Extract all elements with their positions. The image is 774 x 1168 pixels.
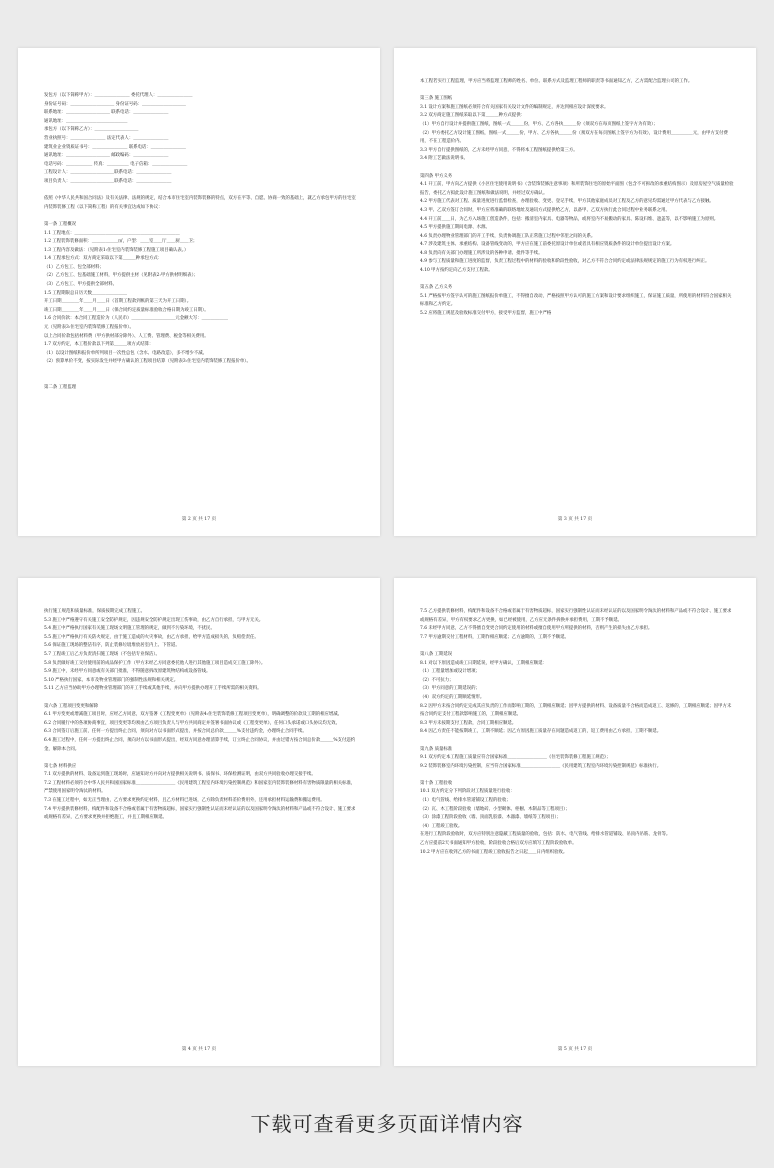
page-4-footer: 第 4 页 共 17 页 — [181, 1047, 217, 1052]
page-3-text: 本工程若实行工程监理，甲方应当将监理工程师的姓名、单位、联系方式及监理工程师的职责等书面通知乙方，乙方需配合监理公司的工作。 第三条 施工图纸 3.1 设计方案和施工图纸必须符合有关国家有关设计文件的编制规定，并达到相应设计深度要求。 3.2 双方商定施工图纸采取以下第＿＿＿种方式提供： （1）甲方自行设计并提供施工图纸，图纸一式＿＿＿份，甲方、乙方各执＿＿＿份（须双方在每页图纸上签字方为有效）； （2）甲方委托乙方设计施工图纸，图纸一式＿＿＿份，甲方、乙方各执＿＿＿份（须双方在每页图纸上签字方为有效），设计费用＿＿＿＿＿元，由甲方支付费用，不在工程造价内。 3.3 甲方自行提供图纸的，乙方未经甲方同意，不得将本工程图纸提供给第三方。 3.4 附工艺做法说明书。 第四条 甲方义务 4.1 开工前，甲方向乙方提供《小区住宅使用说明书》（含装饰装修注意事项）和所装饰住宅的原始平面图（包含不可拆改的承重结构图示）及原房屋空气质量检验报告，委托乙方拟此设计施工图纸和做法说明，并经过双方确认。 4.2 甲方施工代表对工程、质量进度进行监督检查，办理验收、变更、登记手续，甲方其他家庭成员对工程及乙方的意见均需通过甲方代表与乙方接触。 4.3 甲、乙双方签订合同时，甲方应将准确的联络地址及通讯方式提供给乙方，以备甲、乙双方执行此合同过程中业务联系之用。 4.4 开工前＿＿日，为乙方入场施工创造条件，包括：搬清室内家具、电器等物品，或将室内不易搬动的家具、陈设归堆、遮盖等，以不影响施工为原则。 4.5 甲方提供施工期间电源、水源。 4.6 负责办理物业管理部门的开工手续，负责协调施工队正常施工过程中邻里之间的关系。 4.7 涉及建筑主体、承重结构、设备管线变动的，甲方应在施工前委托原设计单位或者具有相应资质条件的设计单位提出设计方案。 4.8 负责向有关部门办理施工所涉及的各种申请、批件等手续。 4.9 参与工程质量和施工进度的监督，负责工程过程中的材料的验收和阶段性验收，对乙方不符合合同约定或法律法规规定的施工行为有权进行纠正。 4.10 甲方按约定向乙方支付工程款。 第五条 乙方义务 5.1 严格按甲方签字认可的施工图纸报价单施工，不得擅自改动，严格按照甲方认可的施工方案和设计要求组织施工，保证施工质量，所使用的材料符合国家相关标准和乙方约定。 5.2 应将施工规范及验收标准交付甲方，接受甲方监督，施工中严格 — [420, 79, 734, 317]
document-page-2 — [18, 48, 380, 536]
page-5-footer: 第 5 页 共 17 页 — [557, 1047, 593, 1052]
page-2-footer: 第 2 页 共 17 页 — [181, 517, 217, 522]
download-more-caption[interactable]: 下载可查看更多页面详情内容 — [250, 1112, 524, 1136]
page-2-text: 发包方（以下简称甲方）：＿＿＿＿＿＿＿＿ 委托代理人：＿＿＿＿＿＿＿＿ 身份证号码：＿＿＿＿＿＿＿＿＿＿ 身份证号码：＿＿＿＿＿＿＿＿＿＿ 联系地址：＿＿＿＿＿＿＿＿＿＿ 联系电话：＿＿＿＿＿＿＿＿ 通讯地址：＿＿＿＿＿＿＿＿＿＿＿＿＿＿ 承包方（以下简称乙方）：＿＿＿＿＿＿＿＿＿＿ 营业执照号：＿＿＿＿＿＿＿＿ 法定代表人：＿＿＿＿＿＿＿＿ 建筑业企业资质证书号：＿＿＿＿＿＿＿＿ 联系电话：＿＿＿＿＿＿＿＿ 通讯地址：＿＿＿＿＿＿＿＿＿＿ 邮政编码：＿＿＿＿＿＿＿＿ 电话号码：＿＿＿＿＿＿ 传真：＿＿＿＿＿ 电子信箱：＿＿＿＿＿＿＿＿ 工程设计人：＿＿＿＿＿＿＿＿＿＿联系电话：＿＿＿＿＿＿＿＿ 项目负责人：＿＿＿＿＿＿＿＿＿＿联系电话：＿＿＿＿＿＿＿＿ 依照《中华人民共和国合同法》及有关法律、法规的规定，结合本市住宅室内装饰装修的特点，双方在平等、自愿、协商一致的基础上，就乙方承包甲方的住宅室内装饰装修工程（以下简称工程）的有关事宜达成如下协议： 第一条 工程概况 1.1 工程地点：＿＿＿＿＿＿＿＿＿＿＿＿＿＿＿＿＿＿＿＿＿＿＿＿ 1.2 工程装饰装修面积：＿＿＿＿＿＿㎡，户型：＿＿室＿＿厅＿＿厨＿＿卫； 1.3 工程内容及做法：（见附表1:住宅室内装饰装修工程施工项目确认表。） 1.4 工程承包方式：双方商定采取以下第＿＿＿种承包方式： （1）乙方包工、包全部材料； （2）乙方包工、包基础施工材料，甲方提供主材（见附表2:甲方供材明细表）； （3）乙方包工、甲方提供全部材料。 1.5 工程期限总日历天数＿＿＿＿＿＿＿＿ 开工日期＿＿＿＿年＿＿月＿＿日（首期工程款到帐的第三天为开工日期）。 竣工日期＿＿＿＿年＿＿月＿＿日（保合同约定质量标准验收合格日期为竣工日期）。 1.6 合同价款：本合同工程造价为（人民币）＿＿＿＿＿＿＿＿＿＿元金额大写：＿＿＿＿＿＿ 元（见附表3:住宅室内装饰装修工程报价单）。 以上合同价款包括材料费（甲方供材部分除外）、人工费、管理费、税金等相关费用。 1.7 双方约定，本工程价款以下列第＿＿＿项方式结算： （1）以设计图纸和报价单所列项目一次性总包（含水、电路改造），多不增少不减。 （2）预算单价不变，按实际发生并经甲方确认的工程项目结算（见附表3:住宅室内装饰装修工程报价单）。 第二条 工程监理 — [44, 93, 356, 391]
document-page-5 — [394, 578, 756, 1066]
page-3-footer: 第 3 页 共 17 页 — [557, 517, 593, 522]
page-5-text: 7.5 乙方提供装修材料，构配件和设备不合格或者属于有害物质超标，国家实行强制性认证而未经认证的以及国家明令淘汰的材料和产品或不符合设计、施工要求或规格有差异，甲方有权要求乙方更换，如已经被使用，乙方应无条件拆换并承担费用，工期不予顺延。 7.6 未经甲方同意，乙方不得擅自变更合同约定使用的材料或擅自使用甲方所提供的材料，否则产生的损失由乙方承担。 7.7 甲方逾期交付工程材料，工期作相应顺延；乙方逾期的，工期不予顺延。 第八条 工期延误 8.1 对以下原因造成竣工日期延误，经甲方确认，工期相应顺延： （1）工程量增加或设计增项； （2）不可抗力； （3）甲方同意的工期延误的； （4）双方约定的工期顺延情形。 8.2 因甲方未按合同约定完成其应负责的工作而影响工期的，工期相应顺延；因甲方提供的材料、设备质量不合格而造成返工、返修的，工期相应顺延；因甲方未按合同约定支付工程款影响施工的，工期相应顺延。 8.3 甲方未按期支付工程款，合同工期相应顺延。 8.4 因乙方责任不能按期竣工，工期不顺延；因乙方原因施工质量存在问题造成返工的，返工费用由乙方承担，工期不顺延。 第九条 质量标准 9.1 双方约定本工程施工质量应符合国家标准＿＿＿＿＿＿＿＿＿《住宅装饰装修工程施工规范》； 9.2 装饰装修室内环境污染控制，应当符合国家标准＿＿＿＿＿＿＿＿＿《民用建筑工程室内环境污染控制规范》标准执行。 第十条 工程验收 10.1 双方约定分下列阶段对工程质量进行验收： （1）电气管线、给排水管道铺设工程的验收； （2）瓦、木工程阶段验收（墙地砖、小型砌体、柜橱、木制品等工程项目）； （3）涂漆工程阶段验收（墙、顶面乳胶漆、木器漆、墙纸等工程项目）； （4）工程竣工验收。 在进行工程阶段验收时，双方应特别注意隐蔽工程质量的验收，包括：防水、电气管线、给排水管道铺设、吊顶内吊筋、龙骨等。 乙方应提前2天书面通知甲方验收，阶段验收合格后双方应填写工程阶段验收单。 10.2 甲方应在收到乙方的书面工程竣工验收报告之日起＿＿日内组织验收。 — [420, 609, 732, 855]
document-page-3 — [394, 48, 756, 536]
page-4-text: 执行施工规范和质量标准，保质按期完成工程施工。 5.3 施工中严格遵守有关施工安全防护规定，因违规安全防护规定出现工伤事故，由乙方自行承担，与甲方无关。 5.4 施工中严格执行国家有关施工现场文明施工管理的规定，做到不污染环境，不扰民。 5.5 施工中严格执行有关防火规定，由于施工造成的火灾事故，由乙方承担，给甲方造成损失的，负赔偿责任。 5.6 保证施工现场的整洁有序，防止装修垃圾堆放居室内上、下管道。 5.7 工程竣工后乙方负责清扫施工现场（不包括专业保洁）。 5.8 负责做好竣工交付使用前的成品保护工作（甲方未经乙方同意委托他人进行其他施工项目造成交工施工除外）。 5.9 施工中，未经甲方同意或有关部门批准，不得随意拆改原建筑物结构或设备管线。 5.10 严格执行国家、本市及物业管理部门的强制性法规和相关规定。 5.11 乙方应当协助甲方办理物业管理部门的开工手续或其他手续，并向甲方提供办理开工手续所需的相关资料。 第六条 工程项目变更和解除 6.1 甲方变更或增减施工项目时，应经乙方同意，双方签署《工程变更单》（见附表4:住宅装饰装修工程项目变更单），明确调整的价款及工期的相应增减。 6.2 合同履行中的各项协商事宜，项目变更等均须由乙方项目负责人与甲方共同商定并签署书面协议或《工程变更单》，任何口头承诺或口头协议均无效。 6.3 合同签订后施工前，任何一方提出终止合同，须向对方以书面形式提出，并按合同总价款＿＿＿%支付违约金，办理终止合同手续。 6.4 施工过程中，任何一方提出终止合同，须向对方以书面形式提出，经双方同意办理清算手续，订立终止合同协议，并由过错方按合同总价款＿＿＿%支付违约金，解除本合同。 第七条 材料供应 7.1 双方提供的材料、设备运到施工现场时，应通知对方并向对方提供相关说明书、质保书、环保检测证明，由双方共同验收办理交接手续。 7.2 工程材料必须符合中华人民共和国国家标准＿＿＿＿＿＿＿＿＿《民用建筑工程室内环境污染控制规范》和国家室内装饰装修材料有害物质限量的相关标准，严禁使用国家明令淘汰的材料。 7.3 在施工过程中，如无正当理由，乙方要求更换约定材料，且乙方材料已进场，乙方除负责材料差价费用外，还用承担材料运输费和搬运费用。 7.4 甲方提供装修材料，构配件和设备不合格或者属于有害物质超标，国家实行强制性认证而未经认证的以及国家明令淘汰的材料和产品或不符合设计、施工要求或规格有差异，乙方要求更换并拒绝施工，并且工期相应顺延。 — [44, 609, 356, 821]
document-page-4 — [18, 578, 380, 1066]
